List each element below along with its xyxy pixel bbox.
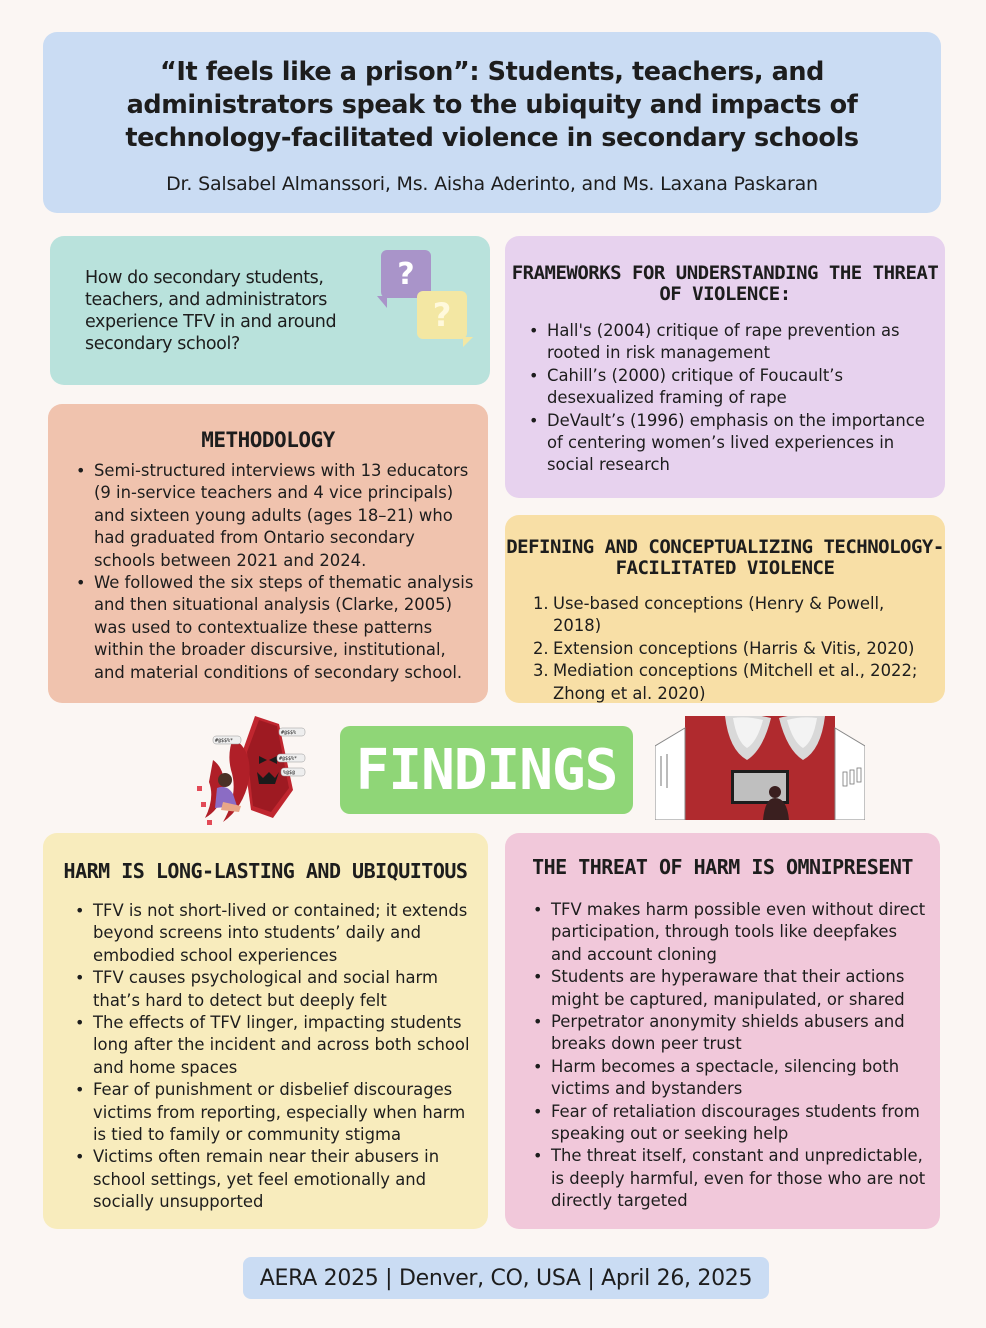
list-item: • TFV is not short-lived or contained; it extends beyond screens into students’ daily and embodied school experiences — [73, 900, 473, 967]
list-item: • Hall's (2004) critique of rape prevention as rooted in risk management — [527, 320, 927, 365]
list-item: • TFV causes psychological and social harm that’s hard to detect but deeply felt — [73, 967, 473, 1012]
list-item: • The threat itself, constant and unpredictable, is deeply harmful, even for those who are not directly targeted — [531, 1145, 926, 1212]
list-item: • Perpetrator anonymity shields abusers and breaks down peer trust — [531, 1011, 926, 1056]
list-item: • Harm becomes a spectacle, silencing both victims and bystanders — [531, 1056, 926, 1101]
item-text: Mediation conceptions (Mitchell et al., 2022; Zhong et al. 2020) — [553, 661, 918, 703]
defining-heading: DEFINING AND CONCEPTUALIZING TECHNOLOGY-FACILITATED VIOLENCE — [506, 536, 944, 579]
list-item: • Fear of retaliation discourages students from speaking out or seeking help — [531, 1101, 926, 1146]
insult-bubble: #@$$% — [281, 730, 297, 736]
insult-bubble: #@$$%* — [215, 738, 234, 744]
surveillance-room-illustration — [655, 716, 865, 820]
list-item: • The effects of TFV linger, impacting students long after the incident and across both school and home spaces — [73, 1012, 473, 1079]
list-item — [533, 593, 933, 638]
title-panel — [43, 32, 941, 213]
conference-footer: AERA 2025 | Denver, CO, USA | April 26, 2025 — [243, 1257, 769, 1299]
frameworks-heading: FRAMEWORKS FOR UNDERSTANDING THE THREAT OF VIOLENCE: — [511, 262, 939, 305]
heart-icon — [197, 786, 202, 791]
cyberbully-phone-illustration — [193, 710, 311, 828]
frameworks-panel — [505, 236, 945, 498]
threat-list — [531, 899, 926, 1213]
item-text: Extension conceptions (Harris & Vitis, 2020) — [553, 638, 915, 658]
list-item — [533, 638, 933, 660]
list-item: • DeVault’s (1996) emphasis on the importance of centering women’s lived experiences in social research — [527, 410, 927, 477]
findings-label: FINDINGS — [355, 737, 618, 803]
question-mark-glyph: ? — [397, 256, 415, 292]
methodology-panel — [48, 404, 488, 703]
item-text: Use-based conceptions (Henry & Powell, 2018) — [553, 594, 885, 636]
threat-heading: THE THREAT OF HARM IS OMNIPRESENT — [532, 855, 913, 879]
list-item: • Students are hyperaware that their actions might be captured, manipulated, or shared — [531, 966, 926, 1011]
threat-panel — [505, 833, 940, 1229]
insult-bubble: #@$$%* — [279, 756, 298, 762]
list-item: • We followed the six steps of thematic analysis and then situational analysis (Clarke, 2005) was used to contextualize these patterns within the broader discursive, institutional, and material conditions of secondary school. — [74, 572, 474, 684]
methodology-list — [74, 460, 474, 684]
list-item: • TFV makes harm possible even without direct participation, through tools like deepfakes and account cloning — [531, 899, 926, 966]
defining-list — [533, 593, 933, 705]
harm-heading: HARM IS LONG-LASTING AND UBIQUITOUS — [63, 859, 468, 883]
authors: Dr. Salsabel Almanssori, Ms. Aisha Aderinto, and Ms. Laxana Paskaran — [166, 173, 818, 195]
item-number: 3. — [533, 661, 549, 681]
item-number: 2. — [533, 638, 549, 658]
harm-panel — [43, 833, 488, 1229]
defining-panel — [505, 515, 945, 703]
question-mark-icon — [417, 291, 467, 339]
methodology-heading: METHODOLOGY — [201, 428, 335, 452]
item-number: 1. — [533, 594, 549, 613]
research-question-panel — [50, 236, 490, 385]
frameworks-list — [527, 320, 927, 477]
harm-list — [73, 900, 473, 1214]
list-item: • Victims often remain near their abusers in school settings, yet feel emotionally and socially unsupported — [73, 1146, 473, 1213]
list-item — [533, 660, 933, 705]
question-mark-glyph: ? — [432, 296, 452, 334]
list-item: • Fear of punishment or disbelief discourages victims from reporting, especially when harm is tied to family or community stigma — [73, 1079, 473, 1146]
poster-title: “It feels like a prison”: Students, teachers, and administrators speak to the ubiquity and impacts of technology-facilitated violence in secondary schools — [125, 57, 859, 153]
list-item: • Semi-structured interviews with 13 educators (9 in-service teachers and 4 vice principals) and sixteen young adults (ages 18–21) who had graduated from Ontario secondary schools between 2021 and 2024. — [74, 460, 474, 572]
heart-icon — [201, 802, 206, 807]
heart-icon — [207, 820, 212, 825]
list-item: • Cahill’s (2000) critique of Foucault’s desexualized framing of rape — [527, 365, 927, 410]
findings-banner — [340, 726, 633, 814]
insult-bubble: %@$@ — [283, 770, 296, 776]
tv-icon — [731, 770, 789, 804]
research-question: How do secondary students, teachers, and administrators experience TFV in and around secondary school? — [85, 268, 337, 354]
